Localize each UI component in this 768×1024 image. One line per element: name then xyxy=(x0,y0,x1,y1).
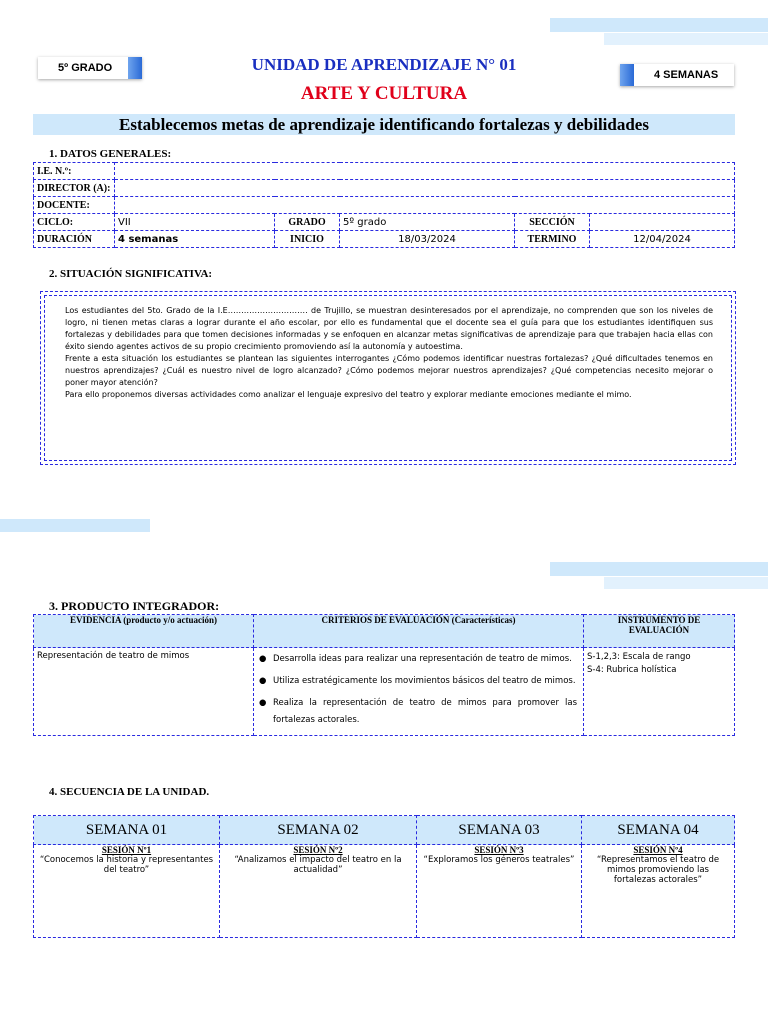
section-situation-title: 2. SITUACIÓN SIGNIFICATIVA: xyxy=(49,268,213,280)
instrument-header: INSTRUMENTO DE EVALUACIÓN xyxy=(584,615,735,648)
criterion-item xyxy=(257,695,577,729)
situation-paragraph-2: Frente a esta situación los estudiantes se plantean las siguientes interrogantes ¿Cómo podemos identificar nuestras fortalezas? ¿Qué dificultades tenemos en nuestros aprendizajes? ¿Cuál es nuestro nivel de logro alcanzado? ¿Cómo podemos mejorar nuestros aprendizajes? ¿Qué competencias necesito mejorar o poner mayor atención? xyxy=(65,354,713,387)
ciclo-label: CICLO: xyxy=(34,214,115,231)
session-description: “Exploramos los géneros teatrales” xyxy=(423,855,575,865)
bullet-icon: ● xyxy=(259,698,267,708)
weeks-badge-label: 4 SEMANAS xyxy=(654,69,719,81)
week-cell xyxy=(582,845,735,938)
duracion-label: DURACIÓN xyxy=(34,231,115,248)
evidence-header: EVIDENCIA (producto y/o actuación) xyxy=(34,615,254,648)
session-description: “Analizamos el impacto del teatro en la actualidad” xyxy=(234,855,402,875)
ie-label: I.E. N.º: xyxy=(34,163,115,180)
instrument-item: S-4: Rubrica holística xyxy=(587,665,677,675)
decorative-bar-top-right xyxy=(550,18,768,32)
general-data-table xyxy=(33,162,735,248)
instrument-item: S-1,2,3: Escala de rango xyxy=(587,652,691,662)
instrument-cell xyxy=(584,648,735,736)
decorative-bar-middle-left xyxy=(0,519,150,532)
docente-label: DOCENTE: xyxy=(34,197,115,214)
criterion-item xyxy=(257,651,577,668)
session-description: “Conocemos la historia y representantes del teatro” xyxy=(39,855,214,875)
docente-value xyxy=(115,197,735,214)
week-header: SEMANA 03 xyxy=(417,816,582,845)
criterion-text: Desarrolla ideas para realizar una representación de teatro de mimos. xyxy=(273,654,572,664)
week-cell xyxy=(34,845,220,938)
seccion-label: SECCIÓN xyxy=(515,214,590,231)
session-label: SESIÓN Nº1 xyxy=(101,845,152,855)
section-general-title: 1. DATOS GENERALES: xyxy=(49,148,172,160)
session-description: “Representamos el teatro de mimos promoviendo las fortalezas actorales” xyxy=(596,855,720,885)
termino-label: TERMINO xyxy=(515,231,590,248)
director-value xyxy=(115,180,735,197)
inicio-label: INICIO xyxy=(275,231,340,248)
bullet-icon: ● xyxy=(259,654,267,664)
week-cell xyxy=(417,845,582,938)
criterion-item xyxy=(257,673,577,690)
sequence-table xyxy=(33,815,735,938)
section-product-title: 3. PRODUCTO INTEGRADOR: xyxy=(49,599,220,613)
criteria-cell xyxy=(254,648,584,736)
director-label: DIRECTOR (A): xyxy=(34,180,115,197)
session-label: SESIÓN Nº2 xyxy=(293,845,343,855)
evidence-cell: Representación de teatro de mimos xyxy=(34,648,254,736)
week-header: SEMANA 02 xyxy=(220,816,417,845)
product-table xyxy=(33,614,735,736)
duracion-value: 4 semanas xyxy=(115,231,275,248)
situation-paragraph-1: Los estudiantes del 5to. Grado de la I.E………………………… de Trujillo, se muestran desinteresados por el aprendizaje, no comprenden que son los niveles de logro, ni tienen metas claras a lograr durante el año escolar, por ello es fundamental que el docente sea el guía para que los estudiantes identifiquen sus fortalezas y debilidades para que tomen decisiones informadas y se enfoquen en alcanzar metas significativas de aprendizaje para que trabajen hacia ellas con éxito siendo agentes activos de su propio crecimiento promoviendo así la autonomía y autoestima. xyxy=(65,306,713,351)
decorative-bar-middle-right xyxy=(550,562,768,576)
ie-value xyxy=(115,163,735,180)
section-sequence-title: 4. SECUENCIA DE LA UNIDAD. xyxy=(49,786,210,798)
situation-paragraph-3: Para ello proponemos diversas actividades como analizar el lenguaje expresivo del teatro y explorar mediante emociones mediante el mimo. xyxy=(65,390,632,399)
session-label: SESIÓN Nº4 xyxy=(633,845,683,855)
grade-badge-label: 5º GRADO xyxy=(58,62,113,74)
situation-text xyxy=(65,305,713,401)
week-header: SEMANA 04 xyxy=(582,816,735,845)
subject-title: ARTE Y CULTURA xyxy=(300,83,468,104)
session-label: SESIÓN Nº3 xyxy=(474,845,524,855)
situation-box xyxy=(40,291,736,465)
bullet-icon: ● xyxy=(259,676,267,686)
unit-banner: Establecemos metas de aprendizaje identificando fortalezas y debilidades xyxy=(33,114,735,135)
week-header: SEMANA 01 xyxy=(34,816,220,845)
decorative-bar-middle-right-2 xyxy=(604,577,768,589)
criterion-text: Utiliza estratégicamente los movimientos básicos del teatro de mimos. xyxy=(273,676,576,686)
criterion-text: Realiza la representación de teatro de mimos para promover las fortalezas actorales. xyxy=(273,698,577,725)
ciclo-value: VII xyxy=(115,214,275,231)
criteria-header: CRITERIOS DE EVALUACIÓN (Características) xyxy=(254,615,584,648)
unit-title: UNIDAD DE APRENDIZAJE N° 01 xyxy=(251,55,517,74)
decorative-bar-top-right-2 xyxy=(604,33,768,45)
grado-value: 5º grado xyxy=(340,214,515,231)
week-cell xyxy=(220,845,417,938)
termino-value: 12/04/2024 xyxy=(590,231,735,248)
seccion-value xyxy=(590,214,735,231)
inicio-value: 18/03/2024 xyxy=(340,231,515,248)
grado-label: GRADO xyxy=(275,214,340,231)
